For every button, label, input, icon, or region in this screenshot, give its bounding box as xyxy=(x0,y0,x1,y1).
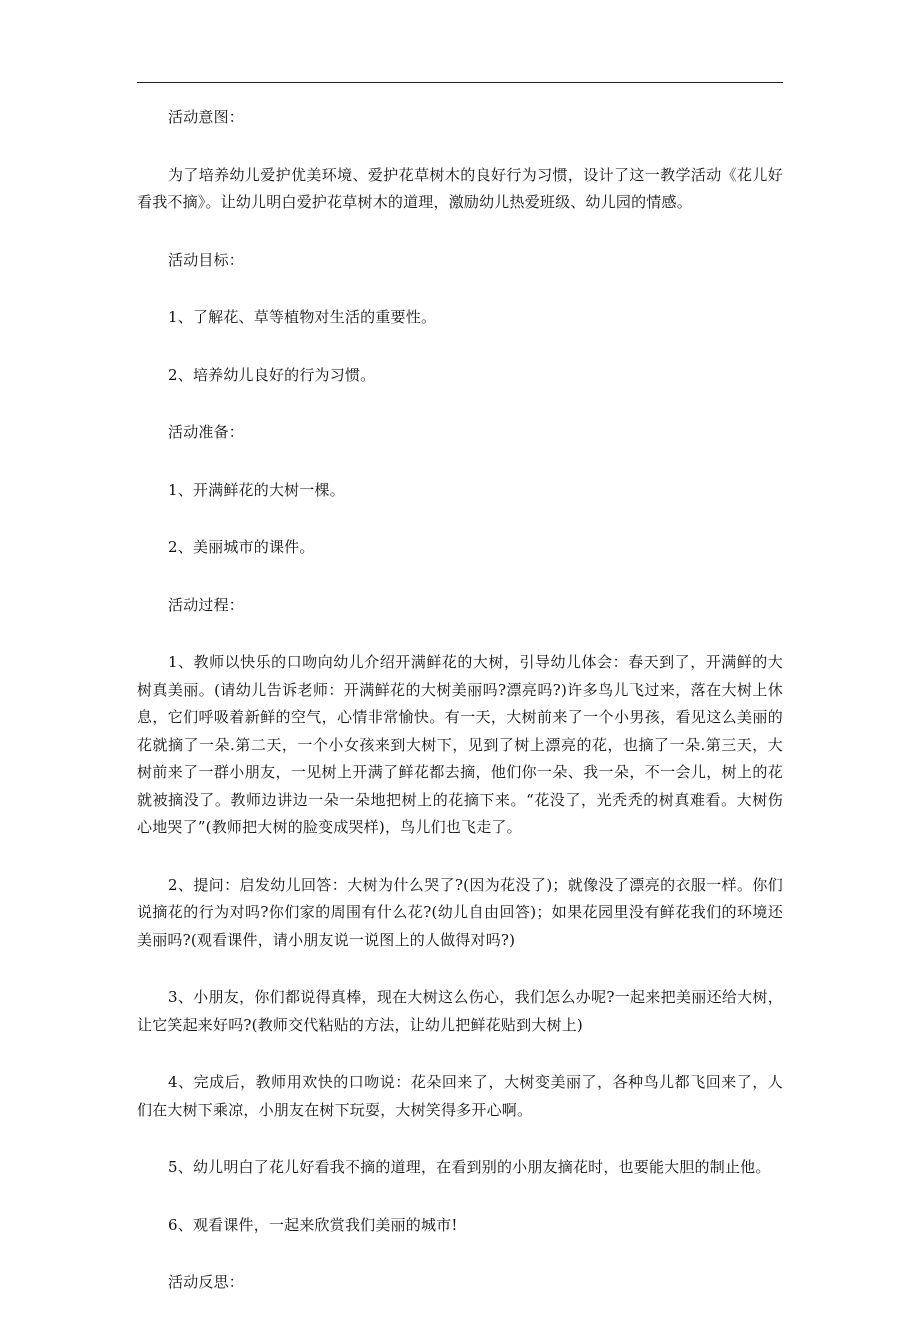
process-step-1: 1、教师以快乐的口吻向幼儿介绍开满鲜花的大树，引导幼儿体会：春天到了，开满鲜的大树真美丽。(请幼儿告诉老师：开满鲜花的大树美丽吗?漂亮吗?)许多鸟儿飞过来，落在大树上休息，它们呼吸着新鲜的空气，心情非常愉快。有一天，大树前来了一个小男孩，看见这么美丽的花就摘了一朵.第二天，一个小女孩来到大树下，见到了树上漂亮的花，也摘了一朵.第三天，大树前来了一群小朋友，一见树上开满了鲜花都去摘，他们你一朵、我一朵，不一会儿，树上的花就被摘没了。教师边讲边一朵一朵地把树上的花摘下来。“花没了，光秃秃的树真难看。大树伤心地哭了”(教师把大树的脸变成哭样)，鸟儿们也飞走了。 xyxy=(137,653,783,836)
header-rule xyxy=(137,82,783,83)
goal-item-2: 2、培养幼儿良好的行为习惯。 xyxy=(168,365,376,384)
preparation-item-1: 1、开满鲜花的大树一棵。 xyxy=(168,480,345,499)
document-body xyxy=(137,104,783,1327)
section-heading-reflection: 活动反思： xyxy=(168,1273,245,1291)
section-heading-preparation: 活动准备： xyxy=(168,423,245,441)
intent-paragraph: 为了培养幼儿爱护优美环境、爱护花草树木的良好行为习惯，设计了这一教学活动《花儿好看我不摘》。让幼儿明白爱护花草树木的道理，激励幼儿热爱班级、幼儿园的情感。 xyxy=(137,165,783,211)
goal-item-1: 1、了解花、草等植物对生活的重要性。 xyxy=(168,308,437,326)
process-step-5: 5、幼儿明白了花儿好看我不摘的道理，在看到别的小朋友摘花时，也要能大胆的制止他。 xyxy=(168,1158,771,1176)
section-heading-process: 活动过程： xyxy=(168,595,245,614)
process-step-2: 2、提问：启发幼儿回答：大树为什么哭了?(因为花没了)；就像没了漂亮的衣服一样。你们说摘花的行为对吗?你们家的周围有什么花?(幼儿自由回答)；如果花园里没有鲜花我们的环境还美丽吗?(观看课件，请小朋友说一说图上的人做得对吗?) xyxy=(137,875,783,949)
process-step-4: 4、完成后，教师用欢快的口吻说：花朵回来了，大树变美丽了，各种鸟儿都飞回来了，人们在大树下乘凉，小朋友在树下玩耍，大树笑得多开心啊。 xyxy=(137,1073,783,1119)
section-heading-intent: 活动意图： xyxy=(168,108,245,126)
preparation-item-2: 2、美丽城市的课件。 xyxy=(168,538,315,556)
section-heading-goals: 活动目标： xyxy=(168,250,245,269)
process-step-3: 3、小朋友，你们都说得真棒，现在大树这么伤心，我们怎么办呢?一起来把美丽还给大树，让它笑起来好吗?(教师交代粘贴的方法，让幼儿把鲜花贴到大树上) xyxy=(137,988,783,1034)
process-step-6: 6、观看课件，一起来欣赏我们美丽的城市! xyxy=(168,1215,458,1234)
